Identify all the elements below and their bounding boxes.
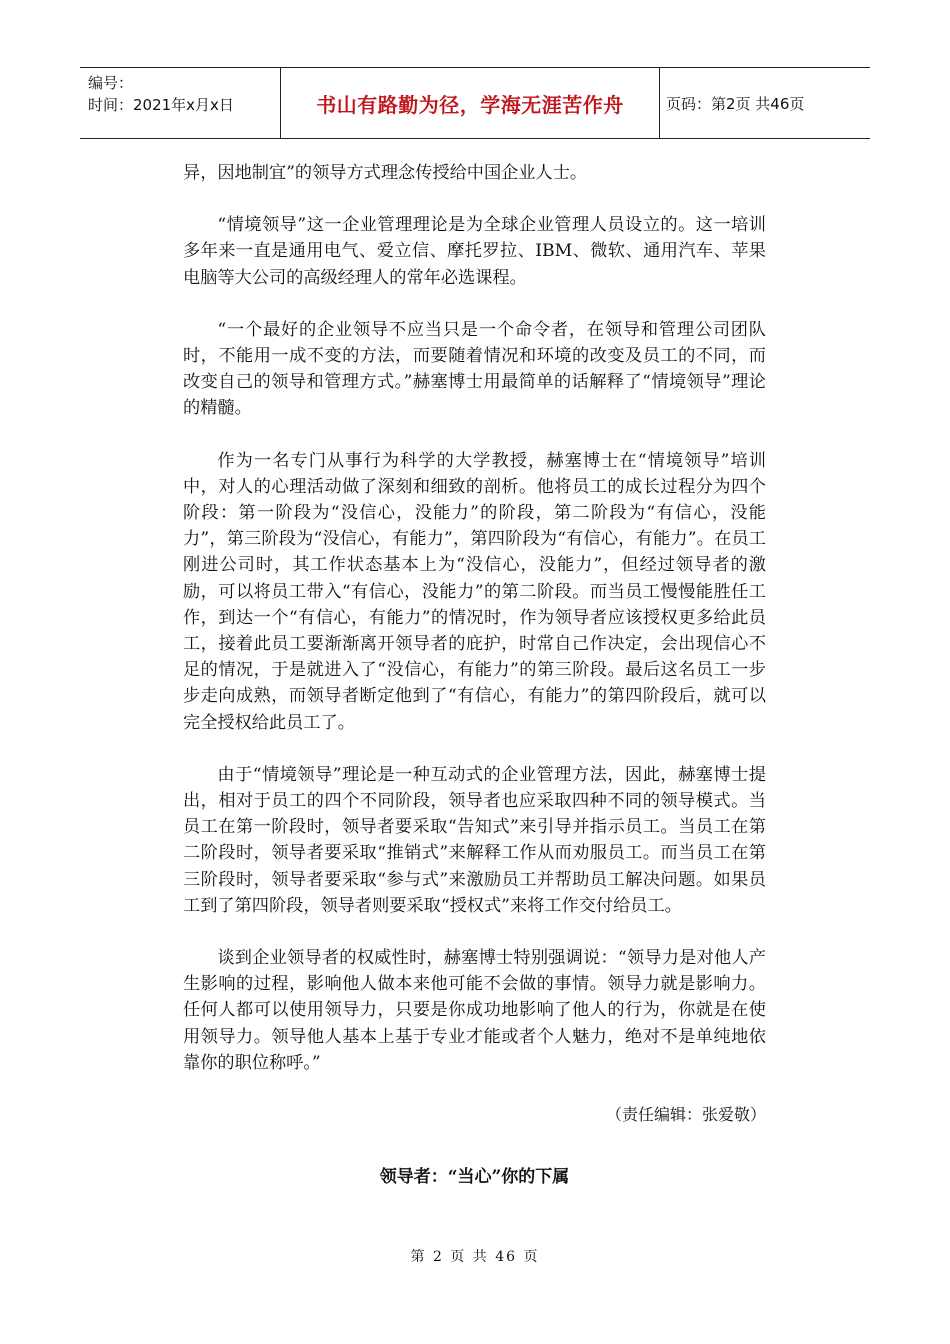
paragraph: “情境领导”这一企业管理理论是为全球企业管理人员设立的。这一培训多年来一直是通用电气、爱立信、摩托罗拉、IBM、微软、通用汽车、苹果电脑等大公司的高级经理人的常年必选课程。 [183, 215, 766, 288]
section-title: 领导者：“当心”你的下属 [379, 1167, 570, 1188]
paragraph: “一个最好的企业领导不应当只是一个命令者，在领导和管理公司团队时，不能用一成不变的方法，而要随着情况和环境的改变及员工的不同，而改变自己的领导和管理方式。”赫塞博士用最简单的话解释了“情境领导”理论的精髓。 [183, 319, 766, 419]
page-header [80, 67, 870, 139]
paragraph: 由于“情境领导”理论是一种互动式的企业管理方法，因此，赫塞博士提出，相对于员工的四个不同阶段，领导者也应采取四种不同的领导模式。当员工在第一阶段时，领导者要采取“告知式”来引导并指示员工。当员工在第二阶段时，领导者要采取“推销式”来解释工作从而劝服员工。而当员工在第三阶段时，领导者要采取“参与式”来激励员工并帮助员工解决问题。如果员工到了第四阶段，领导者则要采取“授权式”来将工作交付给员工。 [183, 764, 766, 916]
paragraph: 作为一名专门从事行为科学的大学教授，赫塞博士在“情境领导”培训中，对人的心理活动做了深刻和细致的剖析。他将员工的成长过程分为四个阶段：第一阶段为“没信心，没能力”的阶段，第二阶段为“有信心，没能力”，第三阶段为“没信心，有能力”，第四阶段为“有信心，有能力”。在员工刚进公司时，其工作状态基本上为“没信心，没能力”，但经过领导者的激励，可以将员工带入“有信心，没能力”的第二阶段。而当员工慢慢能胜任工作，到达一个“有信心，有能力”的情况时，作为领导者应该授权更多给此员工，接着此员工要渐渐离开领导者的庇护，时常自己作决定，会出现信心不足的情况，于是就进入了“没信心，有能力”的第三阶段。最后这名员工一步步走向成熟，而领导者断定他到了“有信心，有能力”的第四阶段后，就可以完全授权给此员工了。 [183, 450, 766, 733]
header-motto: 书山有路勤为径，学海无涯苦作舟 [280, 68, 660, 138]
number-label: 编号： [88, 74, 134, 92]
time-label: 时间：2021年x月x日 [88, 96, 234, 114]
editor-note: （责任编辑：张爱敬） [605, 1105, 766, 1125]
header-meta [80, 68, 280, 138]
header-page-info: 页码：第2页 共46页 [666, 94, 805, 113]
article-body [183, 160, 766, 1191]
paragraph: 异，因地制宜”的领导方式理念传授给中国企业人士。 [183, 163, 588, 183]
paragraph: 谈到企业领导者的权威性时，赫塞博士特别强调说：“领导力是对他人产生影响的过程，影响他人做本来他可能不会做的事情。领导力就是影响力。任何人都可以使用领导力，只要是你成功地影响了他人的行为，你就是在使用领导力。领导他人基本上基于专业才能或者个人魅力，绝对不是单纯地依靠你的职位称呼。” [183, 948, 766, 1073]
page-footer: 第 2 页 共 46 页 [410, 1249, 540, 1265]
